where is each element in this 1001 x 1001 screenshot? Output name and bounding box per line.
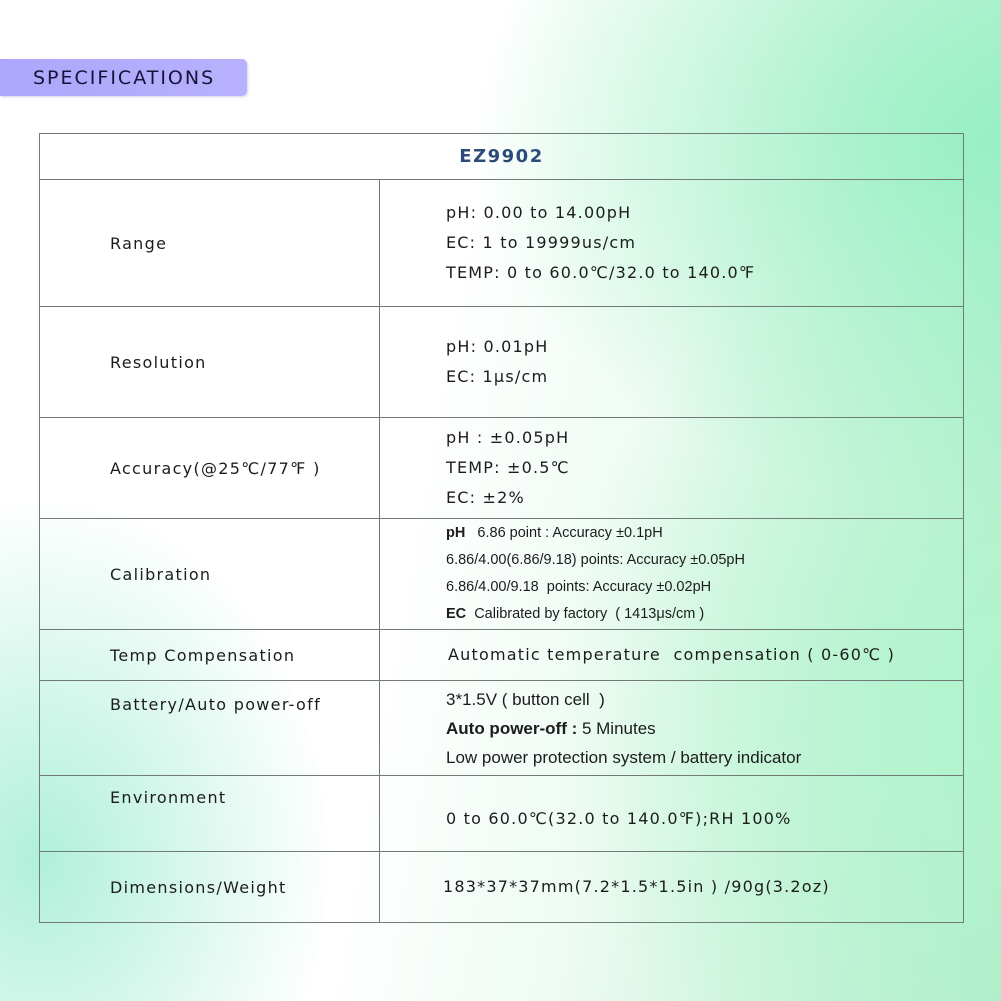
spec-row-accuracy	[40, 418, 964, 519]
value-line	[446, 743, 963, 772]
spec-label: Resolution	[40, 307, 380, 418]
spec-row-resolution	[40, 307, 964, 418]
spec-value	[380, 180, 964, 307]
value-text: Low power protection system / battery indicator	[446, 747, 802, 767]
spec-label: Range	[40, 180, 380, 307]
spec-label: Temp Compensation	[40, 630, 380, 681]
table-header-row	[40, 134, 964, 180]
spec-row-calibration	[40, 519, 964, 630]
spec-row-range	[40, 180, 964, 307]
value-line	[446, 685, 963, 714]
value-line: 183*37*37mm(7.2*1.5*1.5in ) /90g(3.2oz)	[443, 877, 830, 896]
value-line: TEMP: 0 to 60.0℃/32.0 to 140.0℉	[446, 263, 756, 282]
value-line: pH: 0.00 to 14.00pH	[446, 203, 632, 222]
value-line: 0 to 60.0℃(32.0 to 140.0℉);RH 100%	[446, 808, 792, 828]
spec-value	[380, 418, 964, 519]
spec-row-environment	[40, 776, 964, 852]
spec-label: Battery/Auto power-off	[40, 681, 380, 776]
spec-label: Environment	[40, 776, 380, 852]
spec-label: Accuracy(@25℃/77℉ )	[40, 418, 380, 519]
value-line	[446, 574, 963, 601]
value-line	[446, 547, 963, 574]
spec-row-battery	[40, 681, 964, 776]
spec-value	[380, 852, 964, 923]
value-line: Automatic temperature compensation ( 0-60℃ )	[448, 645, 896, 664]
spec-value	[380, 630, 964, 681]
specifications-table	[39, 133, 964, 923]
value-text: 6.86/4.00(6.86/9.18) points: Accuracy ±0.05pH	[446, 552, 745, 568]
value-text: 5 Minutes	[577, 718, 656, 738]
value-line: pH : ±0.05pH	[446, 428, 570, 447]
value-text: 6.86/4.00/9.18 points: Accuracy ±0.02pH	[446, 579, 712, 595]
spec-label: Calibration	[40, 519, 380, 630]
value-text: 3*1.5V ( button cell )	[446, 689, 605, 709]
section-label: SPECIFICATIONS	[33, 66, 216, 89]
spec-value	[380, 519, 964, 630]
value-line: pH: 0.01pH	[446, 337, 549, 356]
value-line: EC: 1 to 19999us/cm	[446, 233, 637, 252]
value-line: EC: 1μs/cm	[446, 367, 549, 386]
spec-value	[380, 307, 964, 418]
spec-label: Dimensions/Weight	[40, 852, 380, 923]
value-line: EC: ±2%	[446, 488, 525, 507]
value-text: Calibrated by factory ( 1413μs/cm )	[466, 606, 705, 622]
specifications-tab	[0, 59, 247, 96]
value-bold: EC	[446, 606, 467, 622]
model-name: EZ9902	[40, 134, 964, 180]
value-bold: Auto power-off :	[446, 718, 578, 738]
value-bold: pH	[446, 525, 466, 541]
spec-value	[380, 681, 964, 776]
value-text: 6.86 point : Accuracy ±0.1pH	[465, 525, 663, 541]
spec-row-dimensions	[40, 852, 964, 923]
spec-row-temp-compensation	[40, 630, 964, 681]
value-line	[446, 714, 963, 743]
spec-value	[380, 776, 964, 852]
value-line: TEMP: ±0.5℃	[446, 458, 570, 477]
value-line	[446, 601, 963, 628]
value-line	[446, 520, 963, 547]
